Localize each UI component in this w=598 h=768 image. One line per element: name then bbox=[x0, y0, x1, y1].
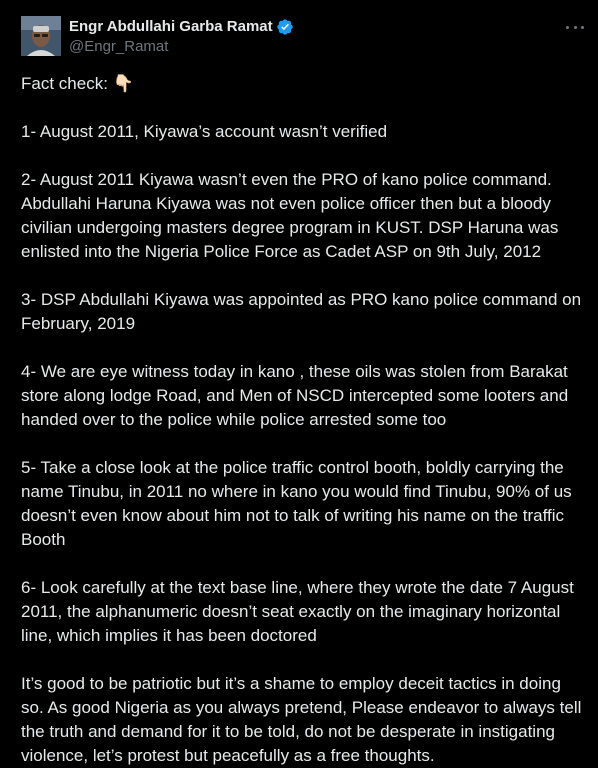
post-paragraph: 2- August 2011 Kiyawa wasn’t even the PRO of kano police command. Abdullahi Haruna Kiyawa was not even police officer then but a bloody civilian undergoing masters degree program in KUST. DSP Haruna was enlisted into the Nigeria Police Force as Cadet ASP on 9th July, 2012 bbox=[21, 170, 559, 261]
author-display-name[interactable]: Engr Abdullahi Garba Ramat bbox=[69, 18, 273, 35]
more-dot bbox=[581, 26, 584, 29]
post-paragraph: 6- Look carefully at the text base line, where they wrote the date 7 August 2011, the alphanumeric doesn’t seat exactly on the imaginary horizontal line, which implies it has been doctored bbox=[21, 578, 574, 645]
avatar-image bbox=[21, 16, 61, 56]
post-paragraph: It’s good to be patriotic but it’s a shame to employ deceit tactics in doing so. As good Nigeria as you always pretend, Please endeavor to always tell the truth and demand for it to be told, do not be desperate in instigating violence, let’s protest but peacefully as a free thoughts. bbox=[21, 674, 582, 765]
post-text bbox=[21, 72, 587, 768]
avatar[interactable] bbox=[21, 16, 61, 56]
post-paragraph: 4- We are eye witness today in kano , these oils was stolen from Barakat store along lodge Road, and Men of NSCD intercepted some looters and handed over to the police while police arrested some too bbox=[21, 362, 569, 429]
intro-text: Fact check: bbox=[21, 74, 108, 93]
post-paragraph: 1- August 2011, Kiyawa’s account wasn’t verified bbox=[21, 122, 388, 141]
display-name-row bbox=[69, 17, 294, 37]
more-dot bbox=[566, 26, 569, 29]
post-paragraph: 3- DSP Abdullahi Kiyawa was appointed as PRO kano police command on February, 2019 bbox=[21, 290, 582, 333]
pointing-down-emoji-icon: 👇🏻 bbox=[112, 74, 134, 94]
post-intro bbox=[21, 72, 587, 96]
post-header bbox=[21, 14, 582, 60]
author-handle[interactable]: @Engr_Ramat bbox=[69, 38, 169, 55]
more-options-icon[interactable] bbox=[566, 18, 584, 36]
post-paragraph: 5- Take a close look at the police traffic control booth, boldly carrying the name Tinubu, in 2011 no where in kano you would find Tinubu, 90% of us doesn’t even know about him not to talk of writing his name on the traffic Booth bbox=[21, 458, 572, 549]
more-dot bbox=[574, 26, 577, 29]
verified-badge-icon bbox=[276, 18, 294, 36]
author-names bbox=[69, 17, 294, 57]
